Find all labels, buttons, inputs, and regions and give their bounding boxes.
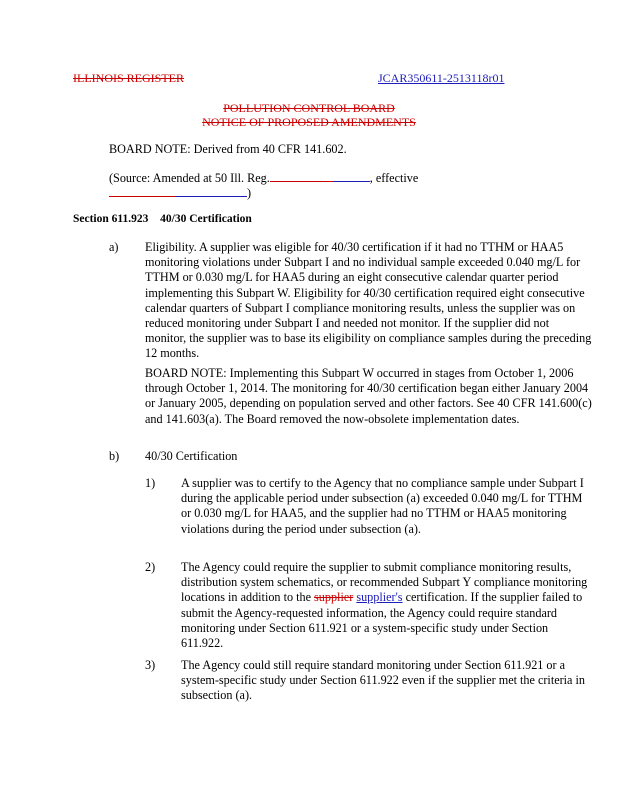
agency-name: POLLUTION CONTROL BOARD [223, 101, 395, 115]
source-line [109, 171, 449, 186]
subsection-b-title: 40/30 Certification [145, 449, 238, 463]
item-2-deleted: supplier [314, 590, 354, 605]
item-2-label: 2) [145, 560, 156, 574]
item-3-text: The Agency could still require standard monitoring under Section 611.921 or a system-specific study under Section 611.922 even if the supplier met the criteria in subsection (a). [181, 658, 585, 703]
item-2-text-after: certification. If the supplier failed to submit the Agency-requested information, the Agency could require standard monitoring under Section 611.921 or a system-specific study under Section 611.922. [181, 590, 583, 651]
board-note: BOARD NOTE: Derived from 40 CFR 141.602. [109, 142, 347, 156]
item-1-text: A supplier was to certify to the Agency that no compliance sample under Subpart I during the applicable period under subsection (a) exceeded 0.040 mg/L for TTHM or 0.030 mg/L for HAA5, and the supplier had no TTHM or HAA5 monitoring violations during the period under subsection (a). [181, 476, 584, 536]
source-effective: , effective [369, 171, 419, 185]
document-code: JCAR350611-2513118r01 [378, 71, 505, 85]
item-2-text [181, 560, 593, 651]
notice-title: NOTICE OF PROPOSED AMENDMENTS [202, 115, 416, 129]
item-2-inserted: supplier's [356, 590, 403, 605]
effective-blank-red [109, 186, 175, 197]
item-2-text-before: The Agency could require the supplier to submit compliance monitoring results, distribution system schematics, or recommended Subpart Y compliance monitoring locations in addition to the [181, 560, 588, 605]
source-line-2 [109, 186, 251, 201]
subsection-b-label: b) [109, 449, 120, 463]
source-blank-red [270, 171, 334, 182]
register-title: ILLINOIS REGISTER [73, 71, 184, 85]
source-prefix: (Source: Amended at 50 Ill. Reg. [109, 171, 270, 185]
effective-blank-blue [175, 186, 247, 197]
subsection-a-text: Eligibility. A supplier was eligible for 40/30 certification if it had no TTHM or HAA5 monitoring violations under Subpart I and no individual sample exceeded 0.040 mg/L for TTHM or 0.030 mg/L for HAA5 during an eight consecutive calendar quarter period implementing this Subpart W. Eligibility for 40/30 certification required eight consecutive calendar quarters of Subpart I compliance monitoring results, unless the supplier was on reduced monitoring under Subpart I and needed not monitor. If the supplier did not monitor, the supplier was to base its eligibility on compliance samples during the preceding 12 months. [145, 240, 592, 361]
section-number: Section 611.923 [73, 213, 149, 225]
source-close: ) [247, 186, 252, 200]
item-1-label: 1) [145, 476, 156, 490]
section-title: 40/30 Certification [160, 213, 252, 225]
subsection-a-label: a) [109, 240, 119, 254]
source-blank-blue [334, 171, 370, 182]
subsection-a-board-note: BOARD NOTE: Implementing this Subpart W occurred in stages from October 1, 2006 through October 1, 2014. The monitoring for 40/30 certification began either January 2004 or January 2005, depending on population served and other factors. See 40 CFR 141.600(c) and 141.603(a). The Board removed the now-obsolete implementation dates. [145, 366, 592, 426]
section-heading [73, 213, 252, 225]
item-3-label: 3) [145, 658, 156, 672]
